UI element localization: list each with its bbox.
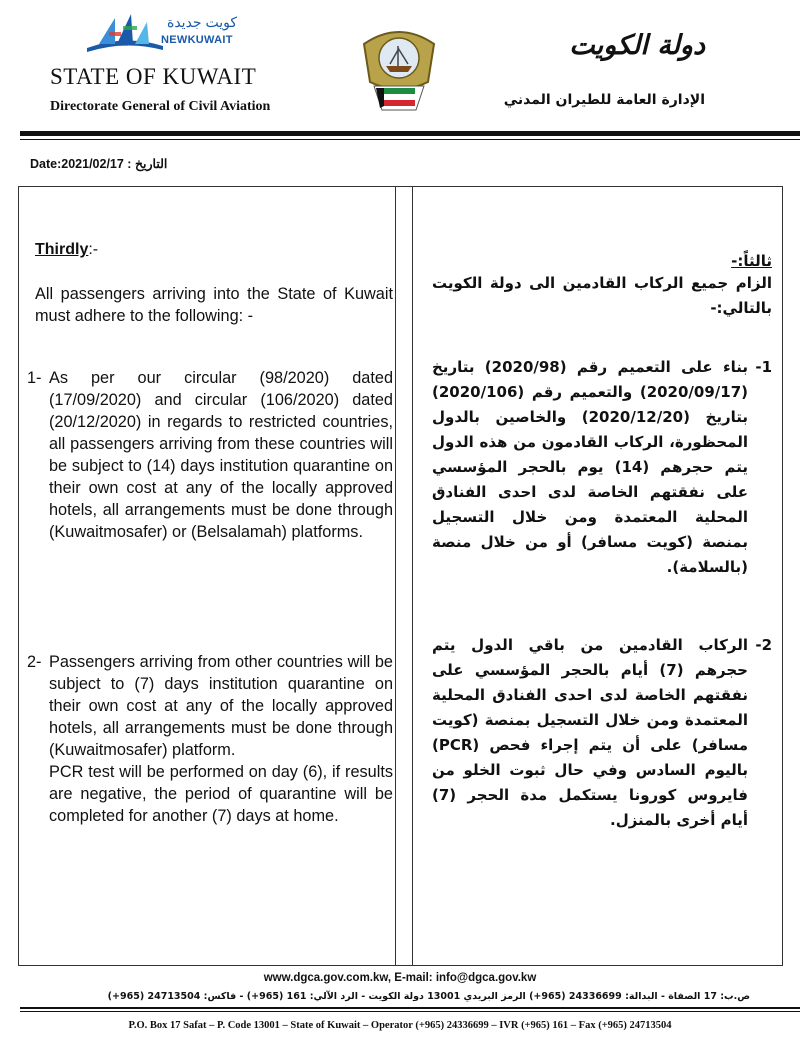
state-title-en: STATE OF KUWAIT <box>50 64 257 89</box>
header-rule <box>20 131 800 136</box>
intro-ar: الزام جميع الركاب القادمين الى دولة الكويت بالتالي:- <box>432 274 772 317</box>
footer-contact-web: www.dgca.gov.com.kw, E-mail: info@dgca.gov.kw <box>263 972 537 984</box>
item-text-pcr: PCR test will be performed on day (6), if results are negative, the period of quarantine will be completed for another (7) days at home. <box>49 763 393 825</box>
item-number: 2- <box>755 636 772 654</box>
state-title-ar: دولة الكويت <box>569 30 705 61</box>
footer-address-ar: ص.ب: 17 الصفاة - البدالة: 24336699 (965+) الرمز البريدي 13001 دولة الكويت - الرد الآلي: 161 (965+) - فاكس: 24713504 (965+) <box>107 991 750 1002</box>
item-text: As per our circular (98/2020) dated (17/09/2020) and circular (106/2020) dated (20/12/2020) in regards to restricted countries, all passengers arriving from these countries will be subject to (14) days institution quarantine on their own cost at any of the locally approved hotels, all arrangements must be done through (Kuwaitmosafer) or (Belsalamah) platforms. <box>49 369 393 541</box>
heading-ar: ثالثاً:- <box>731 252 772 270</box>
item-text: Passengers arriving from other countries will be subject to (7) days institution quarantine on their own cost at any of the locally approved hotels, all arrangements must be done through (Kuwaitmosafer) platform. <box>49 653 393 759</box>
column-divider <box>412 187 413 965</box>
heading-en-suffix: :- <box>88 241 99 258</box>
header-rule-thin <box>20 139 800 140</box>
dgca-title-ar: الإدارة العامة للطيران المدني <box>503 92 705 108</box>
document-date: Date:2021/02/17 : التاريخ <box>30 157 168 171</box>
new-kuwait-logo <box>85 12 245 56</box>
intro-en: All passengers arriving into the State of Kuwait must adhere to the following: - <box>35 285 393 325</box>
footer-address-en: P.O. Box 17 Safat – P. Code 13001 – State of Kuwait – Operator (+965) 24336699 – IVR (+965) 161 – Fax (+965) 24713504 <box>128 1020 672 1031</box>
footer-rule <box>20 1007 800 1009</box>
item-number: 1- <box>755 358 772 376</box>
logo-arabic-text: كويت جديدة <box>167 14 238 30</box>
item-number: 2- <box>27 653 42 671</box>
heading-en <box>35 239 98 261</box>
logo-english-text: NEWKUWAIT <box>161 34 233 46</box>
new-kuwait-sail-icon <box>85 12 165 56</box>
item-number: 1- <box>27 369 42 387</box>
footer-rule-thin <box>20 1011 800 1012</box>
heading-en-label: Thirdly <box>35 241 89 258</box>
dgca-title-en: Directorate General of Civil Aviation <box>50 99 271 114</box>
kuwait-emblem-icon <box>356 26 442 118</box>
item-text: بناء على التعميم رقم (2020/98) بتاريخ (2020/09/17) والتعميم رقم (2020/106) بتاريخ (2020/12/20) والخاصين بالدول المحظورة، الركاب القادمون من هذه الدول يتم حجرهم (14) يوم بالحجر المؤسسي على نفقتهم الخاصة لدى احدى الفنادق المحلية المعتمدة ومن خلال التسجيل بمنصة (كويت مسافر) أو من خلال منصة (بالسلامة). <box>432 358 749 576</box>
content-table <box>18 186 783 966</box>
item-text: الركاب القادمين من باقي الدول يتم حجرهم (7) أيام بالحجر المؤسسي على نفقتهم الخاصة لدى احدى الفنادق المحلية المعتمدة ومن خلال التسجيل بمنصة (كويت مسافر) على أن يتم إجراء فحص (PCR) باليوم السادس وفي حال ثبوت الخلو من فايروس كورونا يستكمل مدة الحجر (7) أيام أخرى بالمنزل. <box>432 636 748 829</box>
column-divider <box>395 187 396 965</box>
